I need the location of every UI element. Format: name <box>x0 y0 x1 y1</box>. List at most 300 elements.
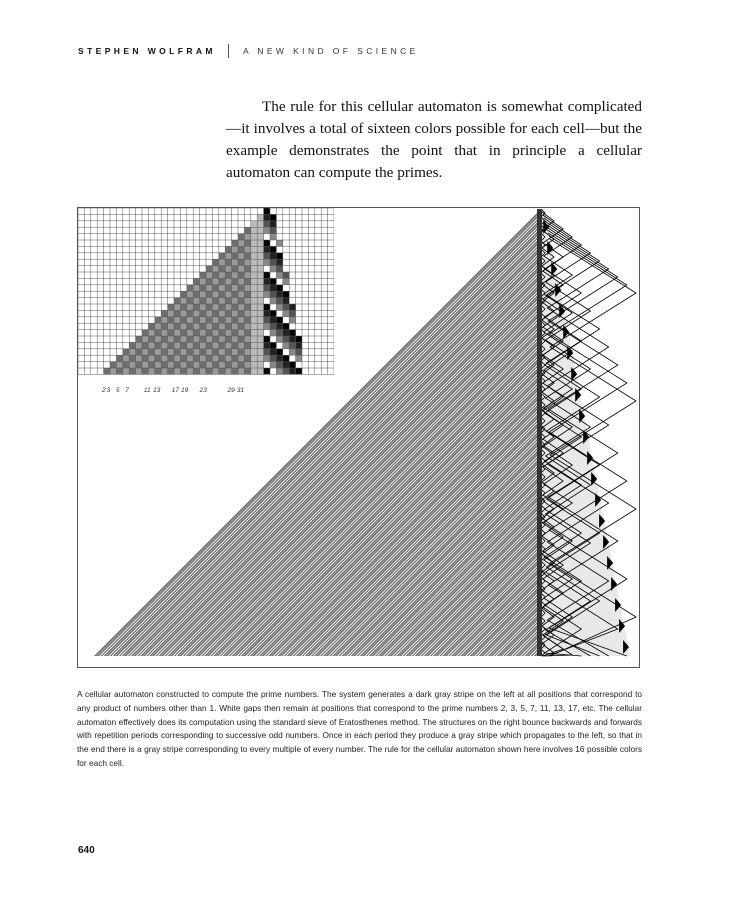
inset-cell <box>142 349 148 355</box>
inset-cell <box>155 323 161 329</box>
inset-cell <box>148 342 154 348</box>
inset-cell <box>219 272 225 278</box>
inset-cell <box>206 330 212 336</box>
inset-cell <box>238 266 244 272</box>
inset-cell <box>251 291 257 297</box>
inset-cell <box>257 368 263 374</box>
inset-cell <box>219 336 225 342</box>
inset-cell <box>212 266 218 272</box>
inset-cell <box>225 342 231 348</box>
inset-cell <box>270 336 276 342</box>
inset-cell <box>123 349 129 355</box>
inset-cell <box>244 368 250 374</box>
inset-cell <box>238 304 244 310</box>
prime-label: 31 <box>236 387 245 394</box>
inset-cell <box>238 317 244 323</box>
inset-cell <box>155 317 161 323</box>
inset-cell <box>212 304 218 310</box>
inset-cell <box>187 304 193 310</box>
inset-cell <box>180 323 186 329</box>
page-number: 640 <box>78 845 95 856</box>
inset-cell <box>212 285 218 291</box>
inset-cell <box>276 330 282 336</box>
inset-cell <box>180 342 186 348</box>
inset-cell <box>270 285 276 291</box>
inset-cell <box>238 336 244 342</box>
header-book-title: A NEW KIND OF SCIENCE <box>242 46 419 56</box>
inset-cell <box>251 246 257 252</box>
inset-cell <box>270 240 276 246</box>
inset-cell <box>212 298 218 304</box>
inset-cell <box>257 362 263 368</box>
inset-cell <box>264 234 270 240</box>
inset-cell <box>276 355 282 361</box>
inset-cell <box>187 362 193 368</box>
inset-cell <box>244 362 250 368</box>
inset-cell <box>212 362 218 368</box>
inset-cell <box>257 298 263 304</box>
inset-cell <box>264 362 270 368</box>
inset-cell <box>244 278 250 284</box>
inset-cell <box>257 336 263 342</box>
inset-cell <box>289 304 295 310</box>
inset-cell <box>161 368 167 374</box>
inset-cell <box>142 368 148 374</box>
inset-cell <box>251 253 257 259</box>
inset-cell <box>232 355 238 361</box>
inset-cell <box>193 336 199 342</box>
inset-cell <box>232 342 238 348</box>
inset-cell <box>251 323 257 329</box>
inset-cell <box>180 362 186 368</box>
prime-automaton-figure <box>77 207 640 668</box>
inset-cell <box>129 349 135 355</box>
inset-cell <box>180 310 186 316</box>
inset-cell <box>142 342 148 348</box>
inset-cell <box>219 330 225 336</box>
inset-cell <box>225 266 231 272</box>
inset-cell <box>232 336 238 342</box>
inset-cell <box>180 336 186 342</box>
inset-cell <box>104 368 110 374</box>
inset-cell <box>238 362 244 368</box>
inset-cell <box>232 253 238 259</box>
inset-cell <box>225 336 231 342</box>
inset-cell <box>276 240 282 246</box>
inset-cell <box>276 291 282 297</box>
inset-cell <box>212 272 218 278</box>
inset-cell <box>270 362 276 368</box>
prime-column <box>537 209 542 656</box>
inset-cell <box>251 234 257 240</box>
inset-cell <box>232 291 238 297</box>
inset-cell <box>148 368 154 374</box>
inset-cell <box>110 362 116 368</box>
inset-cell <box>244 317 250 323</box>
inset-cell <box>200 362 206 368</box>
inset-cell <box>270 368 276 374</box>
inset-cell <box>161 355 167 361</box>
inset-cell <box>136 349 142 355</box>
prime-label: 11 <box>143 387 151 394</box>
inset-cell <box>257 323 263 329</box>
inset-cell <box>264 246 270 252</box>
inset-cell <box>193 342 199 348</box>
inset-cell <box>257 285 263 291</box>
inset-cell <box>238 349 244 355</box>
inset-cell <box>283 336 289 342</box>
inset-prime-labels <box>86 387 342 397</box>
inset-cell <box>289 349 295 355</box>
inset-cell <box>116 368 122 374</box>
inset-cell <box>257 330 263 336</box>
inset-cell <box>244 342 250 348</box>
inset-cell <box>251 298 257 304</box>
inset-cell <box>238 246 244 252</box>
intro-paragraph: The rule for this cellular automaton is somewhat complicated—it involves a total of sixteen colors possible for each cell—but the example demonstrates the point that in principle a cellular automaton can compute the primes. <box>226 98 642 181</box>
inset-cell <box>206 355 212 361</box>
inset-cell <box>289 342 295 348</box>
inset-cell <box>187 355 193 361</box>
inset-cell <box>283 304 289 310</box>
inset-cell <box>168 323 174 329</box>
inset-cell <box>257 317 263 323</box>
inset-cell <box>200 323 206 329</box>
inset-cell <box>200 285 206 291</box>
inset-cell <box>276 253 282 259</box>
inset-cell <box>232 278 238 284</box>
inset-cell <box>257 272 263 278</box>
inset-cell <box>219 362 225 368</box>
inset-cell <box>270 349 276 355</box>
inset-cell <box>116 362 122 368</box>
inset-cell <box>180 368 186 374</box>
inset-cell <box>148 355 154 361</box>
inset-cell <box>225 253 231 259</box>
inset-cell <box>206 362 212 368</box>
inset-cell <box>155 330 161 336</box>
inset-cell <box>225 362 231 368</box>
inset-cell <box>225 291 231 297</box>
inset-cell <box>296 349 302 355</box>
inset-cell <box>276 317 282 323</box>
inset-cell <box>225 246 231 252</box>
prime-label: 23 <box>199 387 207 394</box>
inset-cell <box>257 253 263 259</box>
inset-cell <box>200 336 206 342</box>
inset-cell <box>180 355 186 361</box>
inset-cell <box>168 349 174 355</box>
inset-cell <box>136 355 142 361</box>
inset-cell <box>174 368 180 374</box>
inset-cell <box>276 349 282 355</box>
inset-cell <box>200 291 206 297</box>
inset-cell <box>155 349 161 355</box>
inset-cell <box>264 304 270 310</box>
inset-cell <box>174 304 180 310</box>
inset-cell <box>200 304 206 310</box>
inset-cell <box>270 330 276 336</box>
inset-cell <box>251 278 257 284</box>
inset-cell <box>168 330 174 336</box>
prime-label: 3 <box>106 387 111 394</box>
inset-cell <box>251 317 257 323</box>
inset-cell <box>264 298 270 304</box>
inset-cell <box>232 272 238 278</box>
inset-cell <box>148 349 154 355</box>
inset-cell <box>136 336 142 342</box>
inset-cell <box>232 362 238 368</box>
inset-cell <box>161 362 167 368</box>
inset-cell <box>193 310 199 316</box>
header-author: STEPHEN WOLFRAM <box>78 46 216 56</box>
inset-cell <box>219 291 225 297</box>
inset-cell <box>257 291 263 297</box>
inset-cell <box>289 310 295 316</box>
inset-cell <box>270 272 276 278</box>
inset-cell <box>168 355 174 361</box>
inset-cell <box>225 278 231 284</box>
inset-cell <box>110 368 116 374</box>
prime-label: 19 <box>181 387 189 394</box>
inset-cell <box>200 278 206 284</box>
inset-cell <box>206 349 212 355</box>
inset-cell <box>148 362 154 368</box>
inset-cell <box>289 362 295 368</box>
inset-cell <box>251 304 257 310</box>
inset-cell <box>264 208 270 214</box>
inset-cell <box>296 342 302 348</box>
prime-label: 17 <box>171 387 179 394</box>
inset-cell <box>219 342 225 348</box>
inset-cell <box>142 362 148 368</box>
inset-cell <box>257 342 263 348</box>
inset-cell <box>200 272 206 278</box>
inset-cell <box>264 227 270 233</box>
inset-cell <box>244 227 250 233</box>
inset-cell <box>257 310 263 316</box>
inset-cell <box>276 266 282 272</box>
inset-cell <box>289 368 295 374</box>
inset-cell <box>161 310 167 316</box>
inset-cell <box>276 342 282 348</box>
inset-cell <box>264 240 270 246</box>
inset-cell <box>283 317 289 323</box>
inset-cell <box>270 304 276 310</box>
inset-cell <box>225 285 231 291</box>
inset-cell <box>296 336 302 342</box>
inset-cell <box>296 355 302 361</box>
inset-cell <box>251 342 257 348</box>
inset-cell <box>232 266 238 272</box>
inset-cell <box>206 342 212 348</box>
inset-cell <box>200 298 206 304</box>
inset-cell <box>200 368 206 374</box>
inset-cell <box>276 272 282 278</box>
inset-cell <box>206 310 212 316</box>
inset-cell <box>168 342 174 348</box>
inset-cell <box>174 355 180 361</box>
inset-cell <box>270 355 276 361</box>
inset-cell <box>283 355 289 361</box>
inset-cell <box>161 323 167 329</box>
inset-cell <box>206 285 212 291</box>
inset-cell <box>251 240 257 246</box>
inset-cell <box>168 368 174 374</box>
inset-cell <box>232 330 238 336</box>
inset-cell <box>232 323 238 329</box>
inset-cell <box>187 330 193 336</box>
inset-cell <box>225 259 231 265</box>
inset-cell <box>174 298 180 304</box>
inset-cell <box>212 330 218 336</box>
inset-cell <box>244 323 250 329</box>
inset-cell <box>270 278 276 284</box>
inset-cell <box>296 362 302 368</box>
inset-cell <box>289 317 295 323</box>
inset-cell <box>225 317 231 323</box>
inset-cell <box>206 317 212 323</box>
inset-cell <box>180 317 186 323</box>
inset-cell <box>187 342 193 348</box>
inset-cell <box>219 259 225 265</box>
inset-cell <box>264 259 270 265</box>
inset-cell <box>116 355 122 361</box>
inset-cell <box>251 272 257 278</box>
prime-label: 5 <box>115 387 120 394</box>
inset-cell <box>289 336 295 342</box>
header-separator <box>228 44 229 58</box>
inset-cell <box>180 330 186 336</box>
inset-cell <box>180 298 186 304</box>
inset-cell <box>212 368 218 374</box>
inset-cell <box>283 278 289 284</box>
inset-cell <box>244 266 250 272</box>
inset-cell <box>251 227 257 233</box>
inset-cell <box>123 362 129 368</box>
inset-cell <box>276 259 282 265</box>
inset-cell <box>270 323 276 329</box>
inset-cell <box>257 355 263 361</box>
figure-caption: A cellular automaton constructed to compute the prime numbers. The system generates a dark gray stripe on the left at all positions that correspond to any product of numbers other than 1. White gaps then remain at positions that correspond to the prime numbers 2, 3, 5, 7, 11, 13, 17, etc. The cellular automaton effectively does its computation using the standard sieve of Eratosthenes method. The structures on the right bounce backwards and forwards with repetition periods corresponding to successive odd numbers. Once in each period they produce a gray stripe which propagates to the left, so that in the end there is a gray stripe corresponding to every multiple of every number. The rule for the cellular automaton shown here involves 16 possible colors for each cell. <box>77 689 642 768</box>
inset-cell <box>206 291 212 297</box>
inset-cell <box>193 304 199 310</box>
inset-cell <box>174 317 180 323</box>
inset-cell <box>270 246 276 252</box>
inset-cell <box>129 368 135 374</box>
inset-cell <box>193 285 199 291</box>
inset-cell <box>219 253 225 259</box>
inset-cell <box>225 349 231 355</box>
inset-cell <box>251 221 257 227</box>
inset-cell <box>212 259 218 265</box>
inset-cell <box>161 330 167 336</box>
inset-cell <box>193 368 199 374</box>
inset-cell <box>219 285 225 291</box>
inset-cell <box>238 323 244 329</box>
inset-cell <box>283 342 289 348</box>
prime-label: 7 <box>125 387 129 394</box>
inset-cell <box>244 330 250 336</box>
inset-cell <box>264 253 270 259</box>
inset-cell <box>270 227 276 233</box>
inset-cell <box>257 278 263 284</box>
inset-cell <box>270 317 276 323</box>
inset-cell <box>238 368 244 374</box>
inset-cell <box>193 278 199 284</box>
inset-cell <box>206 323 212 329</box>
inset-cell <box>251 285 257 291</box>
inset-cell <box>276 362 282 368</box>
inset-cell <box>244 304 250 310</box>
inset-cell <box>212 310 218 316</box>
inset-cell <box>244 259 250 265</box>
inset-cell <box>219 304 225 310</box>
inset-cell <box>193 291 199 297</box>
inset-cell <box>283 368 289 374</box>
inset-cell <box>276 246 282 252</box>
inset-cell <box>161 342 167 348</box>
inset-cell <box>225 304 231 310</box>
inset-cell <box>193 323 199 329</box>
automaton-inset-grid <box>78 208 334 376</box>
inset-cell <box>244 285 250 291</box>
inset-cell <box>225 323 231 329</box>
inset-cell <box>276 298 282 304</box>
inset-cell <box>238 298 244 304</box>
inset-cell <box>270 208 276 214</box>
inset-cell <box>180 304 186 310</box>
inset-cell <box>193 362 199 368</box>
inset-cell <box>251 336 257 342</box>
inset-cell <box>200 349 206 355</box>
inset-cell <box>257 227 263 233</box>
inset-cell <box>219 310 225 316</box>
inset-cell <box>270 291 276 297</box>
inset-cell <box>257 240 263 246</box>
inset-cell <box>136 368 142 374</box>
inset-cell <box>244 336 250 342</box>
inset-cell <box>155 368 161 374</box>
inset-cell <box>238 272 244 278</box>
inset-cell <box>232 349 238 355</box>
inset-cell <box>174 323 180 329</box>
inset-cell <box>283 349 289 355</box>
inset-cell <box>264 272 270 278</box>
inset-cell <box>238 253 244 259</box>
inset-cell <box>232 285 238 291</box>
inset-cell <box>200 342 206 348</box>
inset-cell <box>232 246 238 252</box>
inset-cell <box>212 349 218 355</box>
inset-cell <box>296 368 302 374</box>
inset-cell <box>212 291 218 297</box>
inset-cell <box>200 317 206 323</box>
inset-cell <box>148 323 154 329</box>
inset-cell <box>244 253 250 259</box>
inset-cell <box>225 310 231 316</box>
inset-cell <box>219 298 225 304</box>
inset-cell <box>200 355 206 361</box>
inset-cell <box>276 368 282 374</box>
inset-cell <box>174 342 180 348</box>
inset-cell <box>136 362 142 368</box>
inset-cell <box>232 368 238 374</box>
prime-label: 2 <box>102 387 106 394</box>
inset-cell <box>174 349 180 355</box>
inset-cell <box>283 362 289 368</box>
inset-cell <box>244 272 250 278</box>
